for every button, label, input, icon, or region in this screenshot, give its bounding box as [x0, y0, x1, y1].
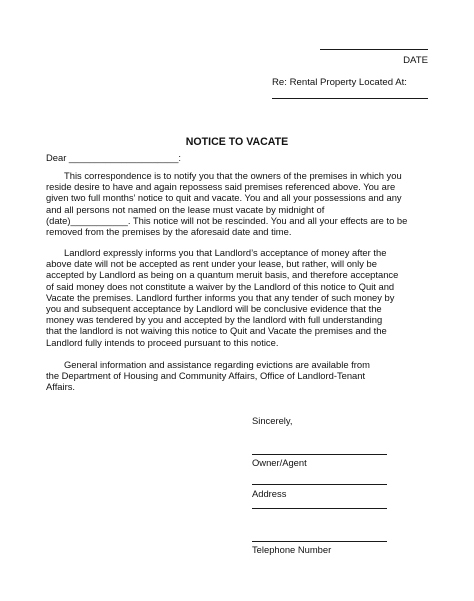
paragraph-line: above date will not be accepted as rent under your lease, but rather, will only be: [46, 258, 377, 270]
paragraph-line: Affairs.: [46, 381, 76, 393]
notice-title: NOTICE TO VACATE: [185, 136, 289, 148]
owner-signature-line: [252, 454, 387, 455]
paragraph-line: you and subsequent acceptance by Landlord will be conclusive evidence that the: [46, 303, 382, 315]
telephone-label: Telephone Number: [252, 544, 332, 555]
paragraph-line: given two full months’ notice to quit and vacate. You and all your possessions and any: [46, 192, 402, 204]
owner-agent-label: Owner/Agent: [252, 457, 307, 468]
paragraph-line: This correspondence is to notify you that the owners of the premises in which you: [64, 170, 402, 181]
paragraph-line: Vacate the premises. Landlord further informs you that any tender of such money by: [46, 291, 395, 303]
paragraph-line: and all persons not named on the lease must vacate by midnight of: [46, 203, 325, 215]
paragraph-line: Landlord fully intends to proceed pursuant to this notice.: [46, 336, 279, 348]
paragraph-line: Landlord expressly informs you that Landlord’s acceptance of money after the: [64, 247, 387, 258]
paragraph-information: [46, 359, 432, 393]
rental-property-label: Re: Rental Property Located At:: [272, 77, 407, 88]
property-address-line: [272, 98, 428, 99]
address-label: Address: [252, 488, 287, 499]
paragraph-acceptance: [46, 247, 432, 348]
paragraph-line: money was tendered by you and accepted by the landlord with full understanding: [46, 314, 383, 326]
address-line-bottom: [252, 508, 387, 509]
salutation: Dear _____________________:: [46, 152, 182, 163]
paragraph-line: removed from the premises by the aforesaid date and time.: [46, 226, 292, 238]
paragraph-line: the Department of Housing and Community Affairs, Office of Landlord-Tenant: [46, 370, 366, 382]
paragraph-line: (date)___________. This notice will not be rescinded. You and all your effects are to be: [46, 214, 408, 226]
paragraph-notice: [46, 170, 432, 237]
closing: Sincerely,: [252, 415, 293, 426]
date-label: DATE: [403, 55, 428, 66]
paragraph-line: accepted by Landlord as being on a quantum meruit basis, and therefore acceptance: [46, 269, 399, 281]
paragraph-line: that the landlord is not waiving this notice to Quit and Vacate the premises and the: [46, 325, 387, 337]
paragraph-line: reside desire to have and again repossess said premises referenced above. You are: [46, 181, 396, 193]
address-line-top: [252, 484, 387, 485]
date-signature-line: [320, 49, 428, 50]
paragraph-line: General information and assistance regarding evictions are available from: [64, 359, 370, 370]
paragraph-line: of said money does not constitute a waiver by the Landlord of this notice to Quit and: [46, 280, 395, 292]
telephone-line: [252, 541, 387, 542]
